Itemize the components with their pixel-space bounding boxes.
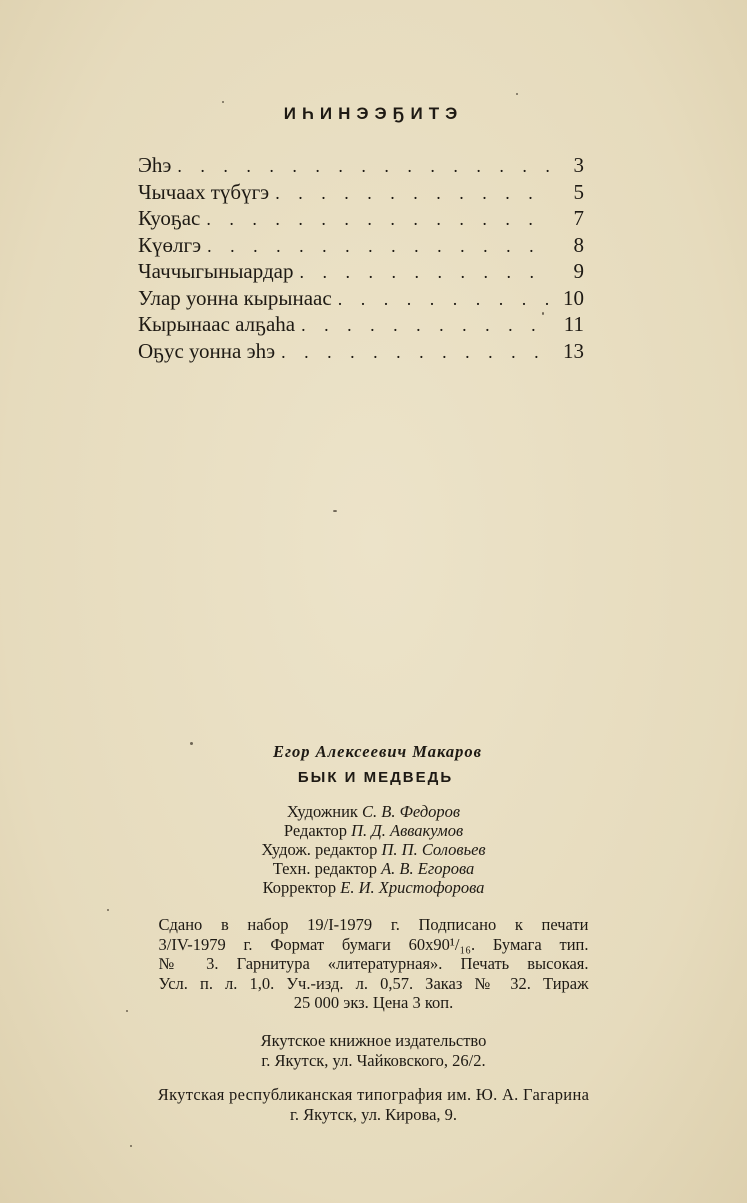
toc-entry-title: Чаччыгыныардар bbox=[138, 259, 294, 283]
toc-entry-title: Кырынаас алҕаһа bbox=[138, 312, 296, 336]
dot-leader bbox=[206, 206, 550, 233]
credit-person: П. П. Соловьев bbox=[381, 840, 486, 859]
toc-entry-page: 10 bbox=[563, 285, 584, 310]
toc-entry bbox=[138, 205, 584, 232]
credit-person: С. В. Федоров bbox=[362, 802, 461, 821]
publisher-name: Якутское книжное издательство bbox=[260, 1030, 487, 1050]
dot-leader bbox=[207, 233, 550, 260]
book-title: БЫК И МЕДВЕДЬ bbox=[297, 769, 454, 786]
dot-leader bbox=[299, 259, 550, 286]
credit-line bbox=[0, 878, 747, 897]
dot-leader bbox=[281, 339, 550, 366]
credit-role: Редактор bbox=[283, 821, 347, 840]
table-of-contents bbox=[138, 152, 584, 364]
toc-entry bbox=[138, 311, 584, 338]
toc-entry bbox=[138, 179, 584, 206]
toc-entry-title: Күөлгэ bbox=[138, 232, 202, 257]
credit-line bbox=[0, 802, 747, 821]
paper-speck bbox=[516, 93, 518, 95]
print-specs bbox=[159, 915, 589, 1013]
paper-speck bbox=[107, 909, 109, 911]
credit-line bbox=[0, 840, 747, 859]
paper-speck bbox=[542, 312, 544, 315]
toc-entry-page: 7 bbox=[573, 206, 584, 230]
toc-entry-title: Чычаах түбүгэ bbox=[138, 179, 270, 204]
credit-line bbox=[0, 859, 747, 878]
toc-entry-title: Куоҕас bbox=[138, 206, 201, 230]
paper-speck bbox=[190, 742, 193, 745]
toc-entry-page: 8 bbox=[573, 232, 584, 257]
toc-entry-title: Улар уонна кырынаас bbox=[138, 285, 332, 310]
toc-entry-title: Оҕус уонна эһэ bbox=[138, 338, 276, 363]
credit-role: Корректор bbox=[262, 878, 337, 897]
printer-block bbox=[0, 1085, 747, 1125]
toc-entry-page: 5 bbox=[573, 179, 584, 204]
credit-person: Е. И. Христофорова bbox=[340, 878, 485, 897]
author-name: Егор Алексеевич Макаров bbox=[272, 742, 483, 761]
toc-entry-page: 13 bbox=[563, 338, 584, 363]
toc-entry-title: Эһэ bbox=[138, 153, 172, 177]
paper-speck bbox=[130, 1145, 132, 1147]
spec-line: 25 000 экз. Цена 3 коп. bbox=[293, 993, 454, 1012]
printer-address: г. Якутск, ул. Кирова, 9. bbox=[289, 1104, 458, 1124]
spec-line: 3/IV-1979 г. Формат бумаги 60х90¹/₁₆. Бумага тип. bbox=[158, 934, 589, 954]
dot-leader bbox=[301, 312, 550, 339]
colophon bbox=[0, 742, 747, 1125]
publisher-address: г. Якутск, ул. Чайковского, 26/2. bbox=[261, 1050, 486, 1070]
toc-entry bbox=[138, 285, 584, 312]
spec-line: Сдано в набор 19/I-1979 г. Подписано к печати bbox=[158, 915, 589, 934]
credit-role: Худож. редактор bbox=[261, 840, 378, 859]
toc-entry bbox=[138, 338, 584, 365]
credit-person: А. В. Егорова bbox=[381, 859, 475, 878]
toc-entry-page: 3 bbox=[573, 153, 584, 177]
dot-leader bbox=[275, 180, 550, 207]
toc-entry bbox=[138, 232, 584, 259]
credit-role: Техн. редактор bbox=[272, 859, 377, 878]
dot-leader bbox=[177, 153, 550, 180]
credits-block bbox=[0, 802, 747, 897]
credit-person: П. Д. Аввакумов bbox=[351, 821, 464, 840]
paper-speck bbox=[333, 510, 337, 512]
printer-name: Якутская республиканская типография им. Ю. А. Гагарина bbox=[157, 1084, 590, 1104]
toc-entry-page: 9 bbox=[573, 259, 584, 283]
toc-entry bbox=[138, 258, 584, 285]
credit-role: Художник bbox=[286, 802, 358, 821]
toc-entry-page: 11 bbox=[563, 312, 584, 336]
dot-leader bbox=[338, 286, 550, 313]
credit-line bbox=[0, 821, 747, 840]
toc-entry bbox=[138, 152, 584, 179]
spec-line: Усл. п. л. 1,0. Уч.-изд. л. 0,57. Заказ № 32. Тираж bbox=[158, 973, 589, 993]
publisher-block bbox=[0, 1031, 747, 1071]
spec-line: № 3. Гарнитура «литературная». Печать высокая. bbox=[158, 954, 589, 973]
paper-speck bbox=[126, 1010, 128, 1012]
toc-heading: ИҺИНЭЭҔИТЭ bbox=[283, 104, 464, 123]
paper-speck bbox=[222, 101, 224, 103]
